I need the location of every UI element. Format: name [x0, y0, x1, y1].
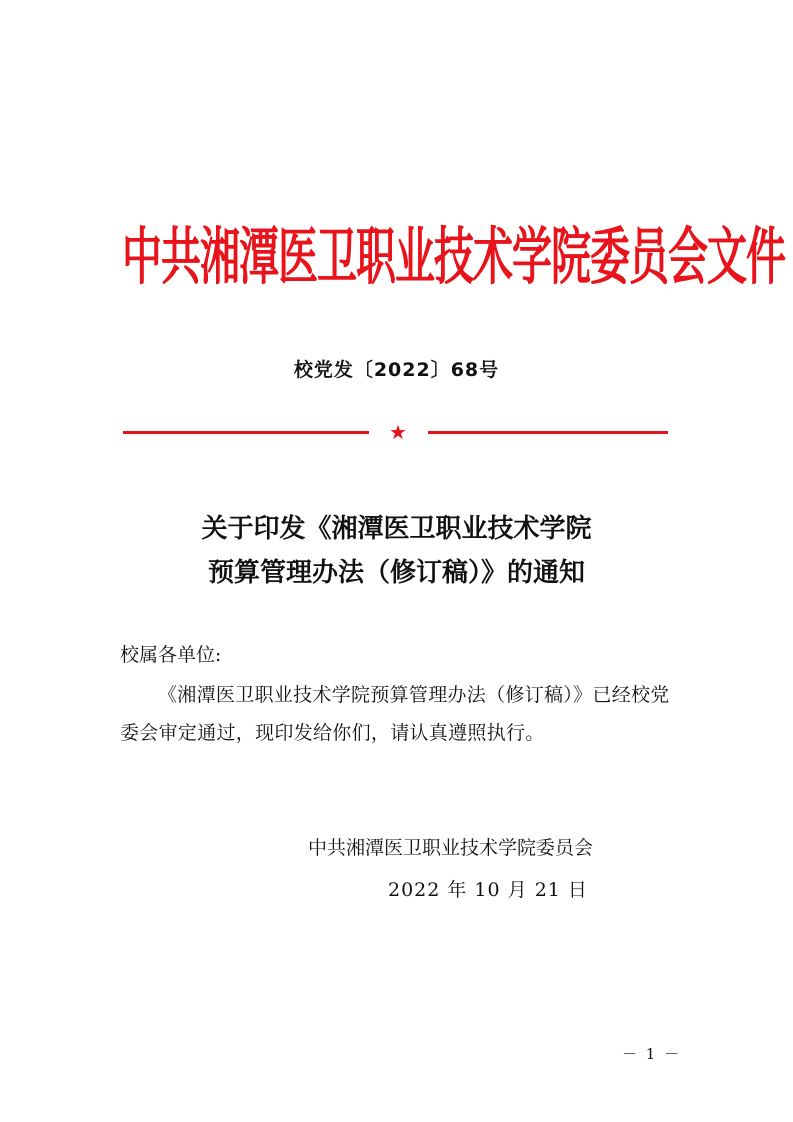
- document-number: 校党发〔2022〕68号: [293, 359, 500, 381]
- divider-line-right: [428, 431, 668, 434]
- divider-line-left: [123, 431, 369, 434]
- page-number: － 1 －: [622, 1045, 682, 1063]
- issue-date: 2022 年 10 月 21 日: [388, 879, 588, 901]
- notice-title: [0, 507, 793, 595]
- notice-title-line-2: 预算管理办法（修订稿）》的通知: [207, 558, 585, 588]
- red-header-title-text: 中共湘潭医卫职业技术学院委员会文件: [122, 220, 785, 294]
- issuer-signature: 中共湘潭医卫职业技术学院委员会: [308, 837, 594, 859]
- red-header-title: [122, 208, 785, 308]
- star-icon: ★: [389, 420, 407, 444]
- addressee: 校属各单位:: [120, 644, 222, 666]
- body-paragraph: 《湘潭医卫职业技术学院预算管理办法（修订稿）》已经校党委会审定通过，现印发给你们，请认真遵照执行。: [120, 684, 670, 744]
- notice-title-line-1: 关于印发《湘潭医卫职业技术学院: [201, 514, 592, 544]
- red-divider: [0, 420, 793, 448]
